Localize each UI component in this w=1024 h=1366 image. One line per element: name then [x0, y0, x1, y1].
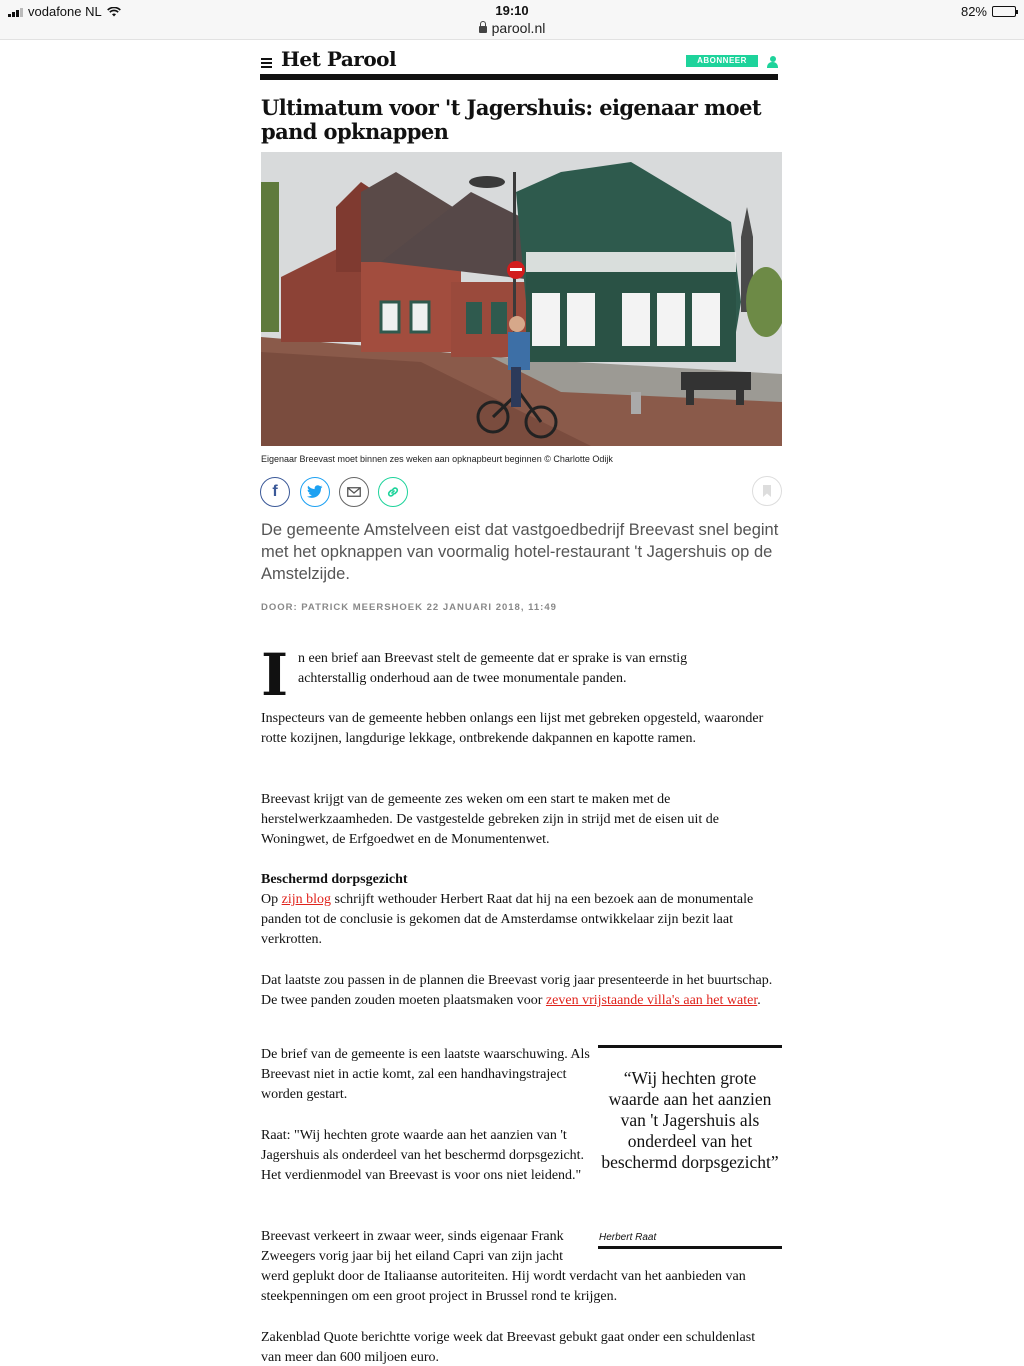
quote-author: Herbert Raat	[599, 1232, 657, 1243]
blog-link[interactable]: zijn blog	[281, 892, 332, 907]
image-caption: Eigenaar Breevast moet binnen zes weken aan opknapbeurt beginnen © Charlotte Odijk	[261, 454, 613, 464]
url-text: parool.nl	[491, 20, 546, 36]
drop-cap: I	[261, 641, 289, 709]
link-icon	[386, 485, 400, 499]
paragraph-7: Raat: "Wij hechten grote waarde aan het aanzien van 't Jagershuis als onderdeel van het beschermd dorpsgezicht. Het verdienmodel van Breevast is voor ons niet leidend."	[261, 1128, 585, 1183]
paragraph-8b: werd geplukt door de Italiaanse autoriteiten. Hij wordt verdacht van het aanbieden van steekpenningen om een groot project in Brussel rond te krijgen.	[261, 1269, 746, 1304]
paragraph-2: Inspecteurs van de gemeente hebben onlangs een lijst met gebreken opgesteld, waaronder rotte kozijnen, langdurige lekkage, ontbrekende dakpannen en kapotte ramen.	[261, 711, 764, 746]
bookmark-icon	[762, 484, 772, 498]
address-bar[interactable]	[0, 20, 1024, 36]
paragraph-1: n een brief aan Breevast stelt de gemeente dat er sprake is van ernstig achterstallig onderhoud aan de twee monumentale panden.	[298, 651, 688, 686]
paragraph-6: De brief van de gemeente is een laatste waarschuwing. Als Breevast niet in actie komt, zal een handhavingstraject worden gestart.	[261, 1047, 590, 1102]
status-bar	[0, 0, 1024, 40]
article-title: Ultimatum voor 't Jagershuis: eigenaar moet pand opknappen	[261, 95, 761, 144]
quote-text: “Wij hechten grote waarde aan het aanzien van 't Jagershuis als onderdeel van het beschermd dorpsgezicht”	[601, 1068, 779, 1172]
paragraph-9: Zakenblad Quote berichtte vorige week dat Breevast gebukt gaat onder een schuldenlast van meer dan 600 miljoen euro.	[261, 1330, 756, 1365]
clock: 19:10	[495, 3, 529, 18]
user-icon[interactable]	[767, 56, 778, 69]
byline: DOOR: PATRICK MEERSHOEK 22 JANUARI 2018, 11:49	[261, 602, 557, 613]
article-intro: De gemeente Amstelveen eist dat vastgoedbedrijf Breevast snel begint met het opknappen van voormalig hotel-restaurant 't Jagershuis op de Amstelzijde.	[261, 521, 779, 583]
battery-info	[961, 4, 1016, 19]
bookmark-button[interactable]	[752, 476, 782, 506]
facebook-icon: f	[272, 483, 278, 500]
carrier-label: vodafone NL	[28, 4, 102, 19]
battery-icon	[992, 6, 1016, 17]
facebook-share-button[interactable]	[260, 477, 290, 507]
battery-percent: 82%	[960, 4, 987, 19]
pull-quote	[598, 1045, 782, 1249]
subscribe-button[interactable]: ABONNEER	[686, 55, 758, 67]
mail-share-button[interactable]	[339, 477, 369, 507]
villas-link[interactable]: zeven vrijstaande villa's aan het water	[545, 993, 758, 1008]
article-image	[261, 152, 782, 446]
site-header	[260, 44, 778, 80]
paragraph-5: Dat laatste zou passen in de plannen die Breevast vorig jaar presenteerde in het buurtschap. De twee panden zouden moeten plaatsmaken voor zeven vrijstaande villa's aan het water.	[261, 973, 773, 1008]
menu-icon[interactable]	[261, 58, 272, 70]
paragraph-4: Op zijn blog schrijft wethouder Herbert Raat dat hij na een bezoek aan de monumentale panden tot de conclusie is gekomen dat de Amsterdamse ontwikkelaar zijn bezit laat verkrotten.	[261, 892, 754, 947]
copy-link-button[interactable]	[378, 477, 408, 507]
mail-icon	[347, 487, 361, 497]
site-logo[interactable]: Het Parool	[281, 47, 397, 71]
twitter-icon	[307, 485, 323, 499]
twitter-share-button[interactable]	[300, 477, 330, 507]
lock-icon	[479, 26, 487, 33]
paragraph-8a: Breevast verkeert in zwaar weer, sinds eigenaar Frank Zweegers vorig jaar bij het eiland Capri van zijn jacht	[261, 1229, 564, 1264]
paragraph-3: Breevast krijgt van de gemeente zes weken om een start te maken met de herstelwerkzaamheden. De vastgestelde gebreken zijn in strijd met de eisen uit de Woningwet, de Erfgoedwet en de Monumentenwet.	[261, 792, 719, 847]
subheading: Beschermd dorpsgezicht	[261, 872, 408, 887]
